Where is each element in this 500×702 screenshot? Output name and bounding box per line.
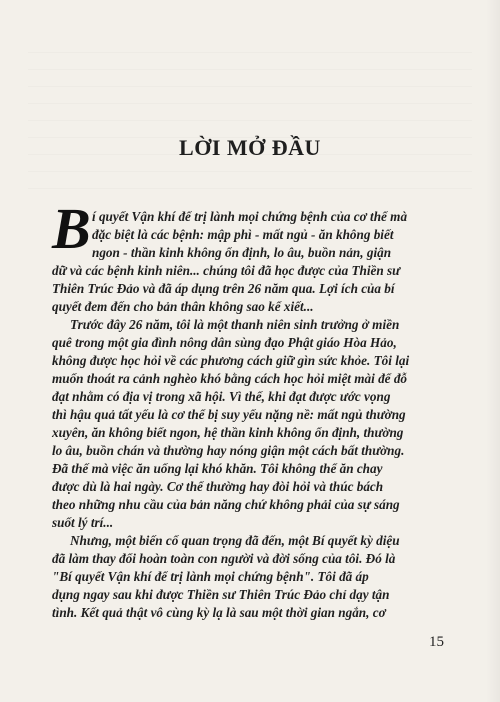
- body-line-6: quyết đem đến cho bản thân không sao kể xiết...: [52, 299, 314, 314]
- body-line-13: xuyên, ăn không biết ngon, hệ thần kinh không ổn định, thường: [52, 425, 404, 440]
- body-line-2: đặc biệt là các bệnh: mập phì - mất ngủ - ăn không biết: [92, 227, 394, 242]
- body-line-12: thì hậu quả tất yếu là cơ thể bị suy yếu nặng nề: mất ngủ thường: [52, 407, 406, 422]
- body-line-20: đã làm thay đổi hoàn toàn con người và đời sống của tôi. Đó là: [52, 551, 396, 566]
- body-line-4: dữ và các bệnh kinh niên... chúng tôi đã học được của Thiền sư: [52, 263, 401, 278]
- body-line-9: không được học hỏi về các phương cách giữ gìn sức khỏe. Tôi lại: [52, 353, 410, 368]
- body-line-11: đạt nhằm có địa vị trong xã hội. Vì thế, khi đạt được ước vọng: [52, 389, 391, 404]
- body-line-17: theo những nhu cầu của bản năng chứ không phải của sự sáng: [52, 497, 400, 512]
- body-line-18: suốt lý trí...: [52, 515, 114, 530]
- print-bleed-texture: [28, 52, 472, 202]
- body-line-19: Nhưng, một biến cố quan trọng đã đến, một Bí quyết kỳ diệu: [70, 533, 400, 548]
- body-line-21: "Bí quyết Vận khí để trị lành mọi chứng bệnh". Tôi đã áp: [52, 569, 369, 584]
- body-line-5: Thiên Trúc Đảo và đã áp dụng trên 26 năm qua. Lợi ích của bí: [52, 281, 395, 296]
- chapter-title: LỜI MỞ ĐẦU: [179, 135, 321, 160]
- drop-cap: B: [52, 196, 91, 261]
- body-line-7: Trước đây 26 năm, tôi là một thanh niên sinh trưởng ở miền: [70, 317, 400, 332]
- body-line-8: quê trong một gia đình nông dân sùng đạo Phật giáo Hòa Hảo,: [52, 335, 397, 350]
- body-line-15: Đã thế mà việc ăn uống lại khó khăn. Tôi không thể ăn chay: [52, 461, 383, 476]
- body-line-23: tình. Kết quả thật vô cùng kỳ lạ là sau một thời gian ngắn, cơ: [52, 605, 386, 620]
- body-line-3: ngon - thần kinh không ổn định, lo âu, buồn nản, giận: [92, 245, 392, 260]
- body-line-14: lo âu, buồn chán và thường hay nóng giận một cách bất thường.: [52, 443, 405, 458]
- page-edge-shadow: [486, 0, 500, 702]
- body-line-1: í quyết Vận khí để trị lành mọi chứng bệnh của cơ thể mà: [92, 209, 408, 224]
- body-line-22: dụng ngay sau khi được Thiền sư Thiên Trúc Đảo chỉ dạy tận: [52, 587, 390, 602]
- body-line-10: muốn thoát ra cảnh nghèo khó bằng cách học hỏi miệt mài để đỗ: [52, 371, 408, 386]
- page-number: 15: [429, 634, 444, 650]
- body-line-16: được dù là hai ngày. Cơ thể thường hay đòi hỏi và thúc bách: [52, 479, 384, 494]
- chapter-body: [52, 196, 450, 622]
